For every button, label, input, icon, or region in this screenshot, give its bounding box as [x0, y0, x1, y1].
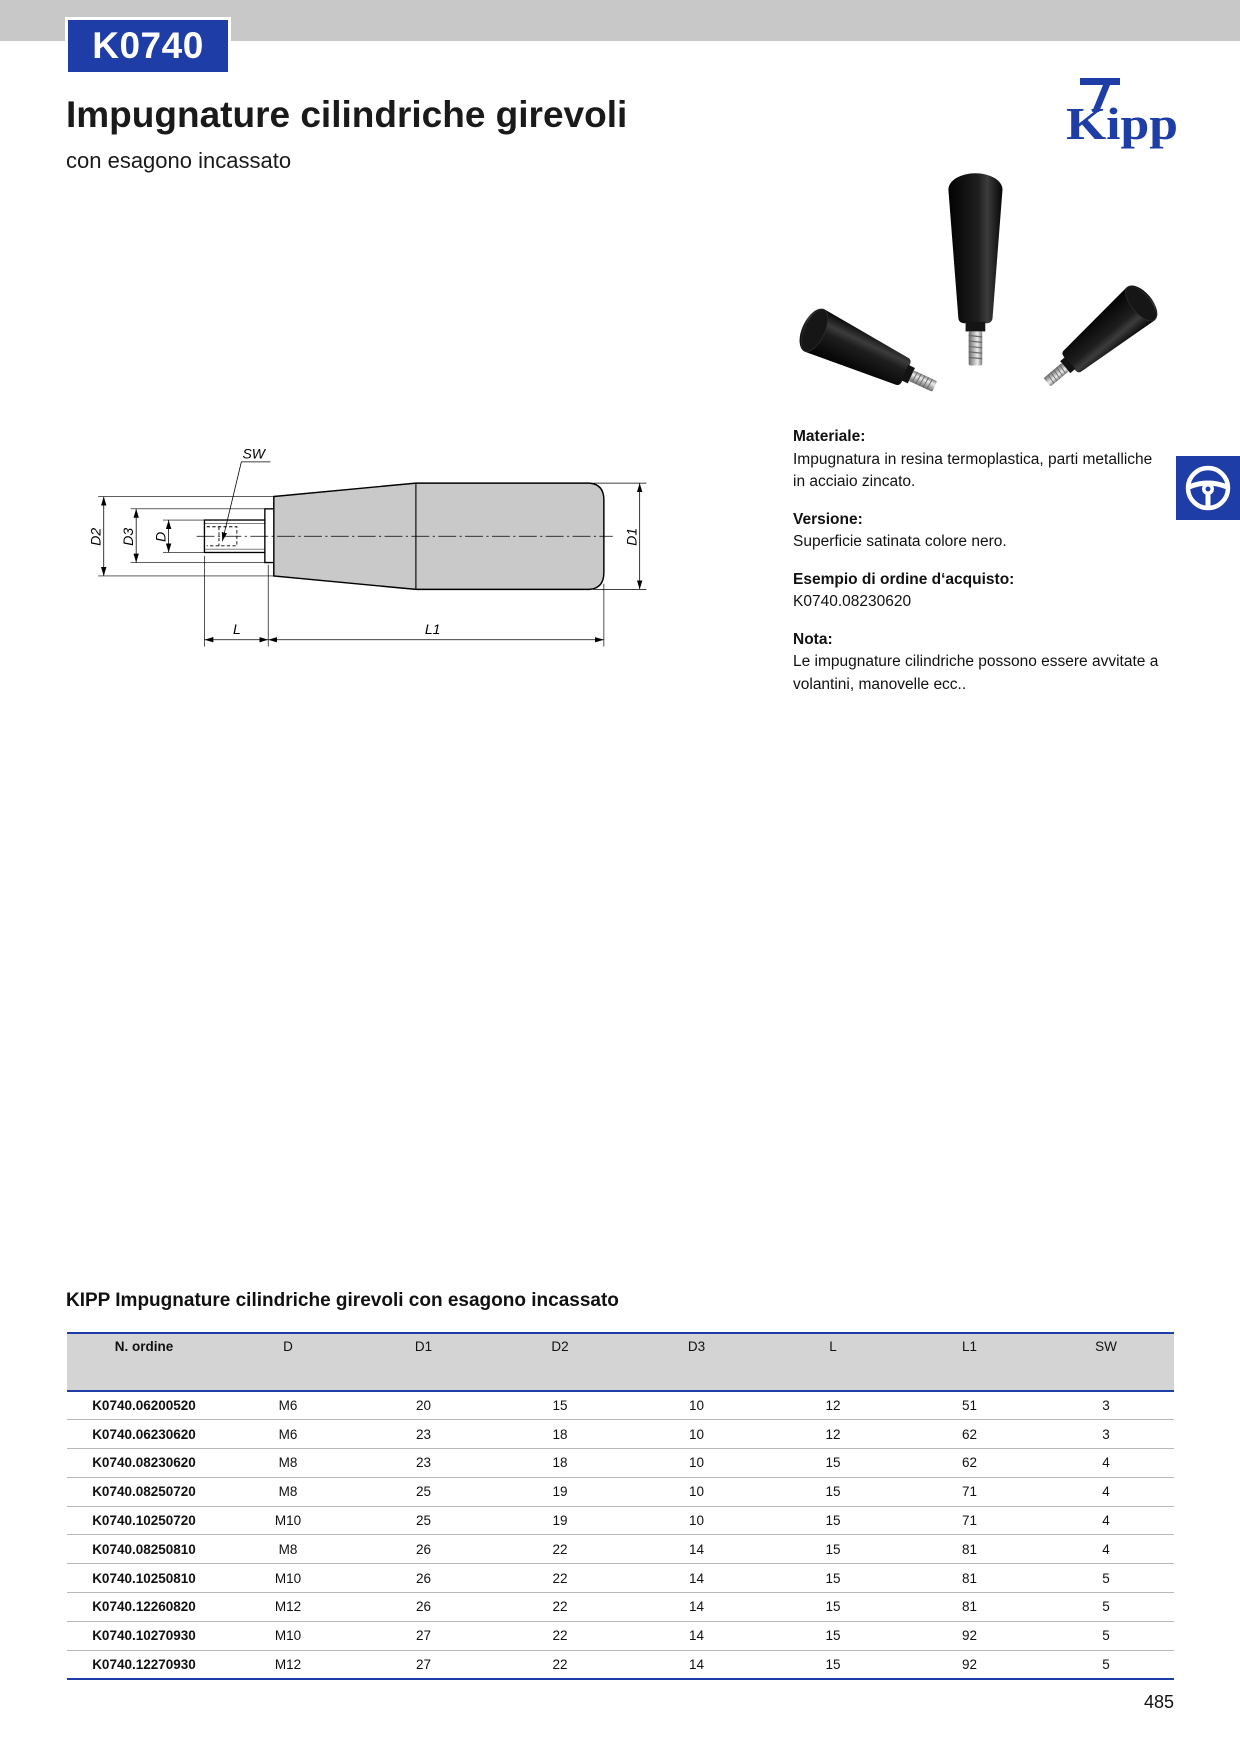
spec-version — [793, 509, 1163, 554]
cell-sw: 4 — [1038, 1506, 1174, 1535]
cell-sw: 5 — [1038, 1593, 1174, 1622]
label-d3: D3 — [119, 527, 136, 546]
cell-d3: 10 — [628, 1506, 765, 1535]
column-header-d3: D3 — [628, 1333, 765, 1391]
cell-d1: 26 — [355, 1593, 492, 1622]
page-subtitle: con esagono incassato — [66, 148, 292, 173]
cell-order-number: K0740.08250720 — [67, 1477, 221, 1506]
cell-d2: 18 — [492, 1420, 628, 1449]
cell-l1: 81 — [901, 1564, 1038, 1593]
cell-order-number: K0740.08250810 — [67, 1535, 221, 1564]
cell-d2: 22 — [492, 1650, 628, 1679]
collar — [265, 509, 274, 563]
cell-l1: 62 — [901, 1449, 1038, 1478]
column-header-l: L — [765, 1333, 901, 1391]
table-row — [67, 1564, 1174, 1593]
cell-l: 15 — [765, 1564, 901, 1593]
cell-d: M12 — [221, 1650, 355, 1679]
cell-l: 15 — [765, 1621, 901, 1650]
cell-d1: 23 — [355, 1449, 492, 1478]
cell-d3: 10 — [628, 1449, 765, 1478]
column-header-order-number: N. ordine — [67, 1333, 221, 1391]
cell-d3: 10 — [628, 1477, 765, 1506]
cell-order-number: K0740.06200520 — [67, 1391, 221, 1420]
cell-d: M8 — [221, 1477, 355, 1506]
steering-wheel-icon — [1176, 456, 1240, 520]
cell-d3: 14 — [628, 1650, 765, 1679]
cell-l1: 71 — [901, 1477, 1038, 1506]
cell-sw: 4 — [1038, 1477, 1174, 1506]
cell-d3: 14 — [628, 1593, 765, 1622]
column-header-d1: D1 — [355, 1333, 492, 1391]
label-sw: SW — [242, 445, 265, 462]
column-header-l1: L1 — [901, 1333, 1038, 1391]
product-code-badge: K0740 — [65, 17, 231, 75]
cell-sw: 5 — [1038, 1564, 1174, 1593]
cell-order-number: K0740.10270930 — [67, 1621, 221, 1650]
cell-l1: 62 — [901, 1420, 1038, 1449]
table-row — [67, 1391, 1174, 1420]
cell-d: M8 — [221, 1449, 355, 1478]
grip-photo-center — [948, 173, 1002, 365]
cell-sw: 5 — [1038, 1621, 1174, 1650]
column-header-sw: SW — [1038, 1333, 1174, 1391]
cell-d2: 22 — [492, 1593, 628, 1622]
table-row — [67, 1477, 1174, 1506]
cell-l: 15 — [765, 1477, 901, 1506]
cell-d2: 19 — [492, 1477, 628, 1506]
cell-d1: 23 — [355, 1420, 492, 1449]
cell-sw: 4 — [1038, 1449, 1174, 1478]
cell-d1: 20 — [355, 1391, 492, 1420]
spec-order-example — [793, 569, 1163, 614]
table-row — [67, 1420, 1174, 1449]
specifications — [793, 426, 1163, 711]
label-d2: D2 — [87, 527, 104, 546]
cell-l1: 92 — [901, 1621, 1038, 1650]
cell-d: M6 — [221, 1420, 355, 1449]
cell-d3: 14 — [628, 1535, 765, 1564]
cell-l1: 92 — [901, 1650, 1038, 1679]
spec-label: Nota: — [793, 630, 833, 648]
cell-l: 15 — [765, 1535, 901, 1564]
cell-sw: 4 — [1038, 1535, 1174, 1564]
label-l: L — [232, 621, 241, 638]
cell-l1: 81 — [901, 1593, 1038, 1622]
cell-d1: 26 — [355, 1564, 492, 1593]
label-l1: L1 — [424, 621, 441, 638]
table-header — [67, 1333, 1174, 1391]
cell-d2: 22 — [492, 1564, 628, 1593]
table-row — [67, 1650, 1174, 1679]
cell-sw: 5 — [1038, 1650, 1174, 1679]
cell-d1: 26 — [355, 1535, 492, 1564]
order-table-body — [67, 1391, 1174, 1679]
cell-d: M10 — [221, 1564, 355, 1593]
spec-text: Superficie satinata colore nero. — [793, 533, 1007, 550]
cell-d2: 15 — [492, 1391, 628, 1420]
column-header-d2: D2 — [492, 1333, 628, 1391]
cell-d2: 18 — [492, 1449, 628, 1478]
table-title: KIPP Impugnature cilindriche girevoli con esagono incassato — [66, 1290, 619, 1311]
spec-label: Materiale: — [793, 428, 866, 445]
cell-d1: 27 — [355, 1621, 492, 1650]
spec-label: Versione: — [793, 510, 863, 528]
cell-d3: 10 — [628, 1391, 765, 1420]
cell-order-number: K0740.06230620 — [67, 1420, 221, 1449]
cell-d: M10 — [221, 1621, 355, 1650]
cell-l: 15 — [765, 1506, 901, 1535]
cell-sw: 3 — [1038, 1391, 1174, 1420]
spec-text: Le impugnature cilindriche possono essere avvitate a volantini, manovelle ecc.. — [793, 653, 1159, 693]
label-d: D — [152, 531, 169, 542]
cell-d3: 10 — [628, 1420, 765, 1449]
cell-d1: 25 — [355, 1477, 492, 1506]
logo-text: Kipp — [1066, 98, 1178, 149]
spec-note — [793, 629, 1163, 697]
order-table — [67, 1332, 1174, 1680]
spec-material — [793, 426, 1163, 494]
cell-d3: 14 — [628, 1621, 765, 1650]
column-header-d: D — [221, 1333, 355, 1391]
cell-d: M12 — [221, 1593, 355, 1622]
technical-drawing — [78, 436, 671, 660]
cell-order-number: K0740.12260820 — [67, 1593, 221, 1622]
grip-photo-left — [793, 304, 944, 402]
cell-order-number: K0740.10250720 — [67, 1506, 221, 1535]
spec-text: K0740.08230620 — [793, 593, 912, 610]
page-title: Impugnature cilindriche girevoli — [66, 94, 628, 135]
cell-l1: 71 — [901, 1506, 1038, 1535]
cell-order-number: K0740.12270930 — [67, 1650, 221, 1679]
cell-order-number: K0740.10250810 — [67, 1564, 221, 1593]
cell-d3: 14 — [628, 1564, 765, 1593]
cell-l: 15 — [765, 1650, 901, 1679]
table-row — [67, 1621, 1174, 1650]
label-d1: D1 — [623, 527, 640, 546]
page-number: 485 — [1143, 1692, 1174, 1712]
table-row — [67, 1449, 1174, 1478]
cell-d: M10 — [221, 1506, 355, 1535]
cell-l1: 51 — [901, 1391, 1038, 1420]
cell-d: M6 — [221, 1391, 355, 1420]
cell-d: M8 — [221, 1535, 355, 1564]
cell-l: 12 — [765, 1391, 901, 1420]
kipp-logo — [1066, 76, 1180, 158]
cell-l: 15 — [765, 1449, 901, 1478]
cell-d2: 19 — [492, 1506, 628, 1535]
cell-d2: 22 — [492, 1535, 628, 1564]
cell-d1: 25 — [355, 1506, 492, 1535]
header-row — [67, 1333, 1174, 1391]
cell-l: 12 — [765, 1420, 901, 1449]
spec-label: Esempio di ordine d‘acquisto: — [793, 570, 1015, 588]
cell-order-number: K0740.08230620 — [67, 1449, 221, 1478]
table-row — [67, 1593, 1174, 1622]
spec-text: Impugnatura in resina termoplastica, parti metalliche in acciaio zincato. — [793, 450, 1153, 490]
cell-l1: 81 — [901, 1535, 1038, 1564]
cell-sw: 3 — [1038, 1420, 1174, 1449]
cell-d1: 27 — [355, 1650, 492, 1679]
table-row — [67, 1535, 1174, 1564]
table-row — [67, 1506, 1174, 1535]
product-photo — [783, 165, 1169, 402]
cell-d2: 22 — [492, 1621, 628, 1650]
grip-photo-right — [1033, 280, 1163, 399]
category-tab — [1176, 456, 1240, 520]
cell-l: 15 — [765, 1593, 901, 1622]
